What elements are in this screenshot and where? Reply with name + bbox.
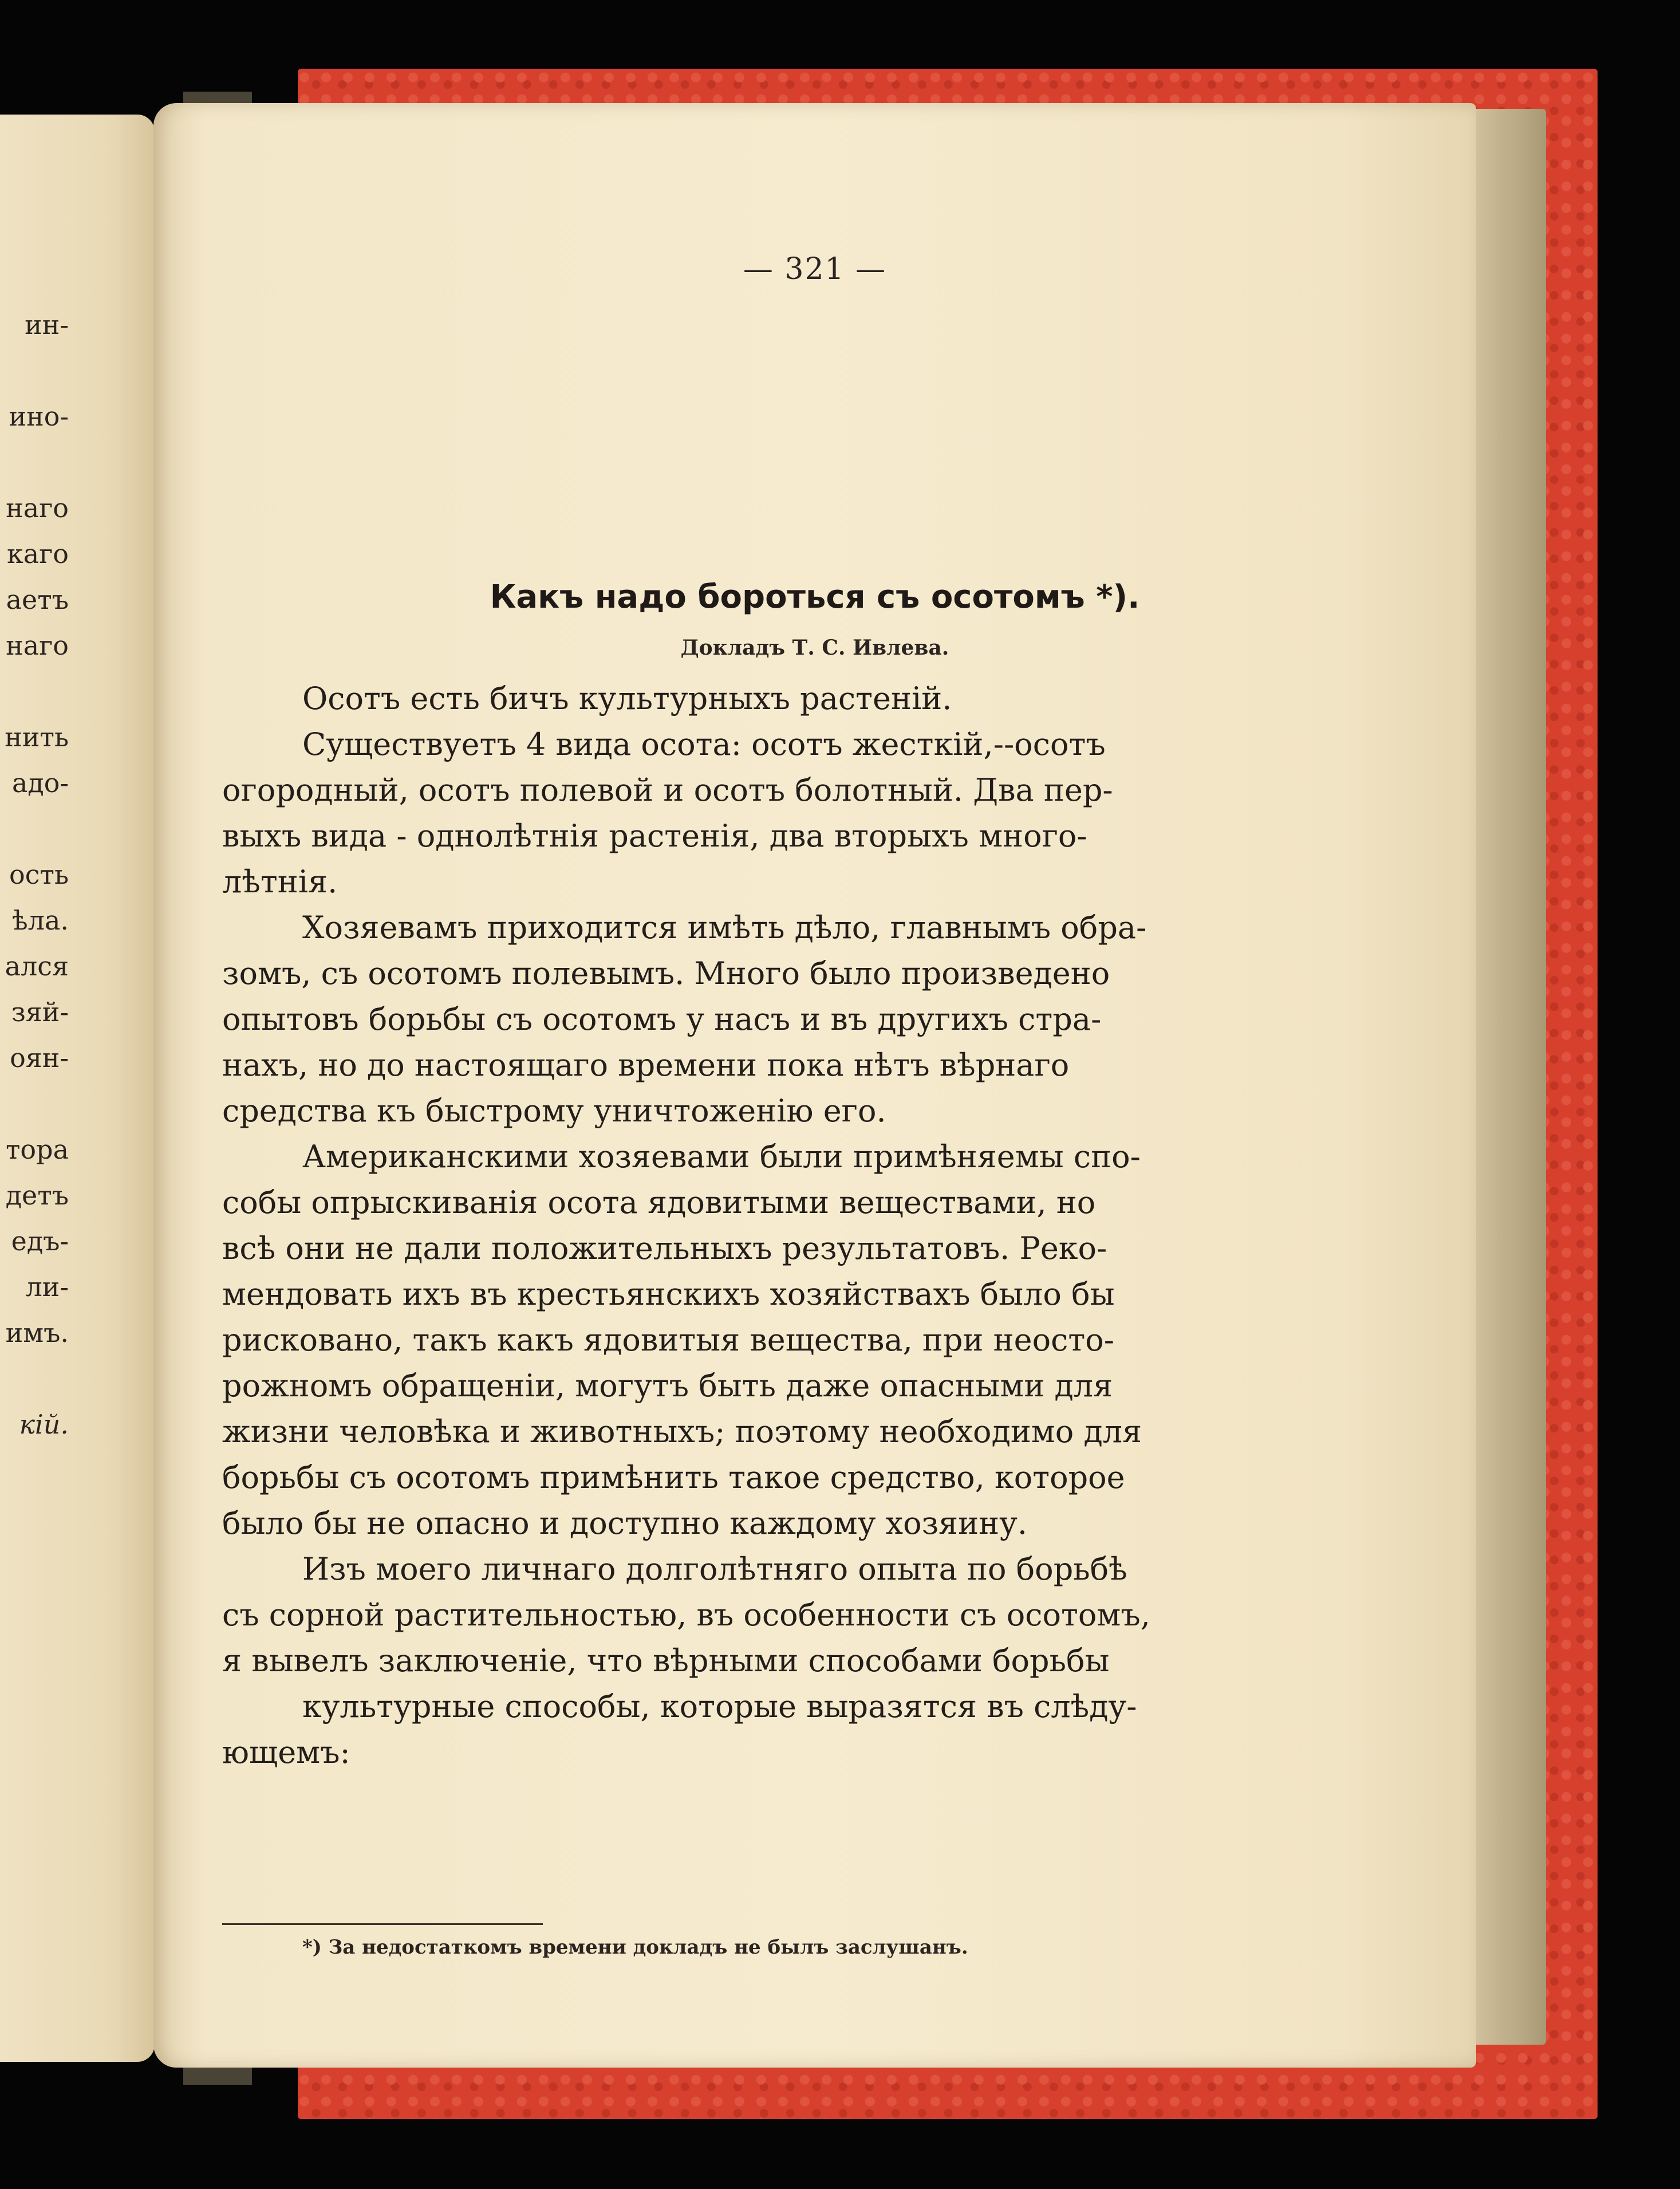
text-line: средства къ быстрому уничтоженію его.	[222, 1093, 886, 1129]
text-line: Американскими хозяевами были примѣняемы спо-	[302, 1139, 1141, 1175]
text-line: Изъ моего личнаго долголѣтняго опыта по борьбѣ	[302, 1551, 1127, 1587]
article-body	[222, 676, 1276, 1775]
text-line: собы опрыскиванія осота ядовитыми веществами, но	[222, 1184, 1096, 1221]
text-line: Хозяевамъ приходится имѣть дѣло, главнымъ обра-	[302, 910, 1147, 946]
left-page-text-fragment: ость	[9, 859, 69, 890]
text-line: я вывелъ заключеніе, что вѣрными способами борьбы	[222, 1643, 1110, 1679]
left-page-text-fragment: ался	[5, 951, 69, 982]
text-line: опытовъ борьбы съ осотомъ у насъ и въ другихъ стра-	[222, 1001, 1102, 1037]
text-line: лѣтнія.	[222, 864, 338, 900]
text-line: культурные способы, которые выразятся въ слѣду-	[302, 1688, 1137, 1725]
left-page-text-fragment: наго	[6, 493, 69, 523]
text-line: зомъ, съ осотомъ полевымъ. Много было произведено	[222, 955, 1110, 991]
left-page-text-fragment: едъ-	[11, 1226, 69, 1257]
left-page-text-fragment: адо-	[12, 767, 69, 798]
left-page	[0, 115, 155, 2062]
text-line: Существуетъ 4 вида осота: осотъ жесткій,--осотъ	[302, 726, 1106, 762]
text-line: съ сорной растительностью, въ особенности съ осотомъ,	[222, 1597, 1150, 1633]
article-byline: Докладъ Т. С. Ивлева.	[680, 636, 949, 660]
article-title: Какъ надо бороться съ осотомъ *).	[490, 578, 1140, 616]
text-line: ющемъ:	[222, 1734, 350, 1770]
text-line: борьбы съ осотомъ примѣнить такое средство, которое	[222, 1459, 1125, 1495]
left-page-text-fragment: детъ	[5, 1180, 69, 1211]
left-page-text-fragment: аетъ	[6, 584, 69, 615]
left-page-text-fragment: имъ.	[5, 1317, 69, 1348]
left-page-text-fragment: ли-	[25, 1271, 69, 1302]
footnote-rule	[222, 1923, 543, 1925]
left-page-text-fragment: нить	[5, 722, 69, 753]
left-page-text-fragment: ин-	[25, 309, 69, 340]
left-page-text-fragment: зяй-	[11, 997, 69, 1027]
text-line: огородный, осотъ полевой и осотъ болотный. Два пер-	[222, 772, 1113, 808]
text-line: нахъ, но до настоящаго времени пока нѣтъ вѣрнаго	[222, 1047, 1070, 1083]
text-line: Осотъ есть бичъ культурныхъ растеній.	[302, 680, 952, 716]
left-page-text-fragment: тора	[5, 1134, 69, 1165]
text-line: рожномъ обращеніи, могутъ быть даже опасными для	[222, 1368, 1113, 1404]
text-line: жизни человѣка и животныхъ; поэтому необходимо для	[222, 1414, 1142, 1450]
left-page-text-fragment: ино-	[9, 401, 69, 432]
page-number: — 321 —	[743, 252, 887, 286]
left-page-text-fragment: кій.	[19, 1409, 69, 1440]
text-line: выхъ вида - однолѣтнія растенія, два вторыхъ много-	[222, 818, 1087, 854]
text-line: всѣ они не дали положительныхъ результатовъ. Реко-	[222, 1230, 1107, 1266]
text-line: мендовать ихъ въ крестьянскихъ хозяйствахъ было бы	[222, 1276, 1115, 1312]
left-page-text-fragment: наго	[6, 630, 69, 661]
text-line: было бы не опасно и доступно каждому хозяину.	[222, 1505, 1028, 1541]
text-line: рисковано, такъ какъ ядовитыя вещества, при неосто-	[222, 1322, 1114, 1358]
left-page-text-fragment: ѣла.	[11, 905, 69, 936]
footnote: *) За недостаткомъ времени докладъ не былъ заслушанъ.	[302, 1936, 968, 1959]
right-page	[153, 103, 1476, 2068]
left-page-text-fragment: каго	[7, 538, 69, 569]
page-edges	[1466, 109, 1546, 2045]
left-page-text-fragment: оян-	[10, 1042, 69, 1073]
